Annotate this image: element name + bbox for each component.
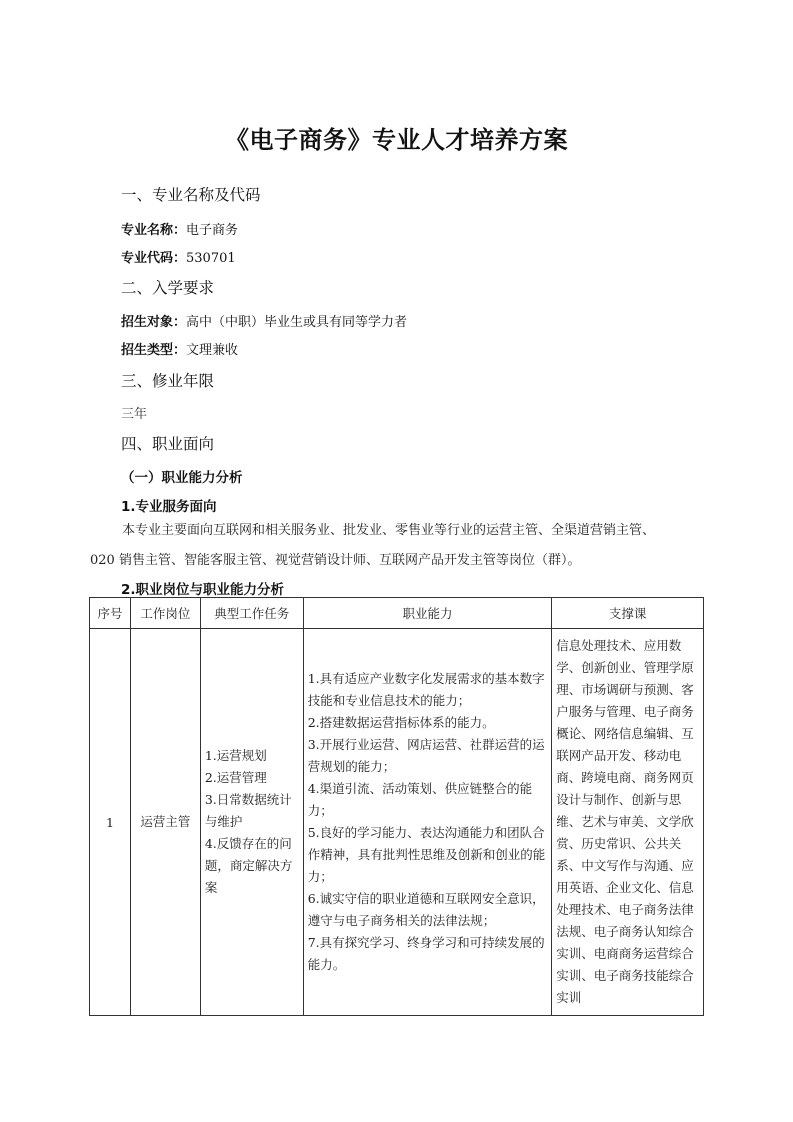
ability-item: 4.渠道引流、活动策划、供应链整合的能力； [307, 781, 533, 818]
section-heading-2: 二、入学要求 [121, 279, 215, 297]
paragraph-line-2: 020 销售主管、智能客服主管、视觉营销设计师、互联网产品开发主管等岗位（群）。 [90, 553, 581, 568]
major-code-value: 530701 [186, 251, 236, 266]
section-heading-1: 一、专业名称及代码 [121, 186, 261, 204]
cell-tasks [200, 629, 303, 1016]
service-orientation-paragraph [90, 516, 700, 576]
ability-item: 3.开展行业运营、网店运营、社群运营的运营规划的能力； [307, 737, 545, 774]
task-item: 1.运营规划 [204, 748, 267, 763]
header-tasks: 典型工作任务 [200, 598, 303, 629]
section-heading-4: 四、职业面向 [121, 435, 215, 453]
ability-item: 1.具有适应产业数字化发展需求的基本数字技能和专业信息技术的能力； [307, 671, 545, 708]
major-code-line [121, 247, 236, 266]
document-title: 《电子商务》专业人才培养方案 [225, 125, 568, 154]
major-name-line [121, 219, 238, 238]
header-no: 序号 [90, 598, 131, 629]
cell-position: 运营主管 [130, 629, 200, 1016]
enrollment-target-line [121, 311, 407, 330]
table-header-row [90, 598, 704, 629]
enrollment-type-label: 招生类型： [121, 343, 187, 358]
enrollment-type-line [121, 339, 238, 358]
subheading-service-orientation: 1.专业服务面向 [121, 499, 217, 515]
enrollment-type-value: 文理兼收 [186, 343, 239, 358]
ability-item: 7.具有探究学习、终身学习和可持续发展的能力。 [307, 935, 545, 972]
study-duration: 三年 [121, 407, 148, 422]
header-abilities: 职业能力 [303, 598, 552, 629]
ability-item: 5.良好的学习能力、表达沟通能力和团队合作精神，具有批判性思维及创新和创业的能力； [307, 825, 546, 884]
task-item: 2.运营管理 [204, 770, 267, 785]
enrollment-target-label: 招生对象： [121, 315, 187, 330]
subheading-position-ability: 2.职业岗位与职业能力分析 [121, 582, 285, 598]
ability-item: 2.搭建数据运营指标体系的能力。 [307, 715, 495, 730]
cell-abilities [303, 629, 552, 1016]
table-row [90, 629, 704, 1016]
major-name-value: 电子商务 [186, 223, 239, 238]
task-item: 4.反馈存在的问题，商定解决方案 [204, 836, 293, 895]
major-code-label: 专业代码： [121, 251, 187, 266]
ability-item: 6.诚实守信的职业道德和互联网安全意识，遵守与电子商务相关的法律法规； [307, 891, 545, 928]
cell-no: 1 [90, 629, 131, 1016]
subheading-ability-analysis: （一）职业能力分析 [121, 470, 243, 486]
enrollment-target-value: 高中（中职）毕业生或具有同等学力者 [186, 315, 408, 330]
header-courses: 支撑课 [552, 598, 704, 629]
ability-analysis-table [89, 597, 704, 1016]
task-item: 3.日常数据统计与维护 [204, 792, 292, 829]
cell-courses: 信息处理技术、应用数学、创新创业、管理学原理、市场调研与预测、客户服务与管理、电子商务概论、网络信息编辑、互联网产品开发、移动电商、跨境电商、商务网页设计与制作、创新与思维、艺术与审美、文学欣赏、历史常识、公共关系、中文写作与沟通、应用英语、企业文化、信息处理技术、电子商务法律法规、电子商务认知综合实训、电商商务运营综合实训、电子商务技能综合实训 [552, 629, 704, 1016]
section-heading-3: 三、修业年限 [121, 372, 215, 390]
major-name-label: 专业名称： [121, 223, 187, 238]
paragraph-line-1: 本专业主要面向互联网和相关服务业、批发业、零售业等行业的运营主管、全渠道营销主管、 [122, 523, 656, 538]
header-position: 工作岗位 [130, 598, 200, 629]
